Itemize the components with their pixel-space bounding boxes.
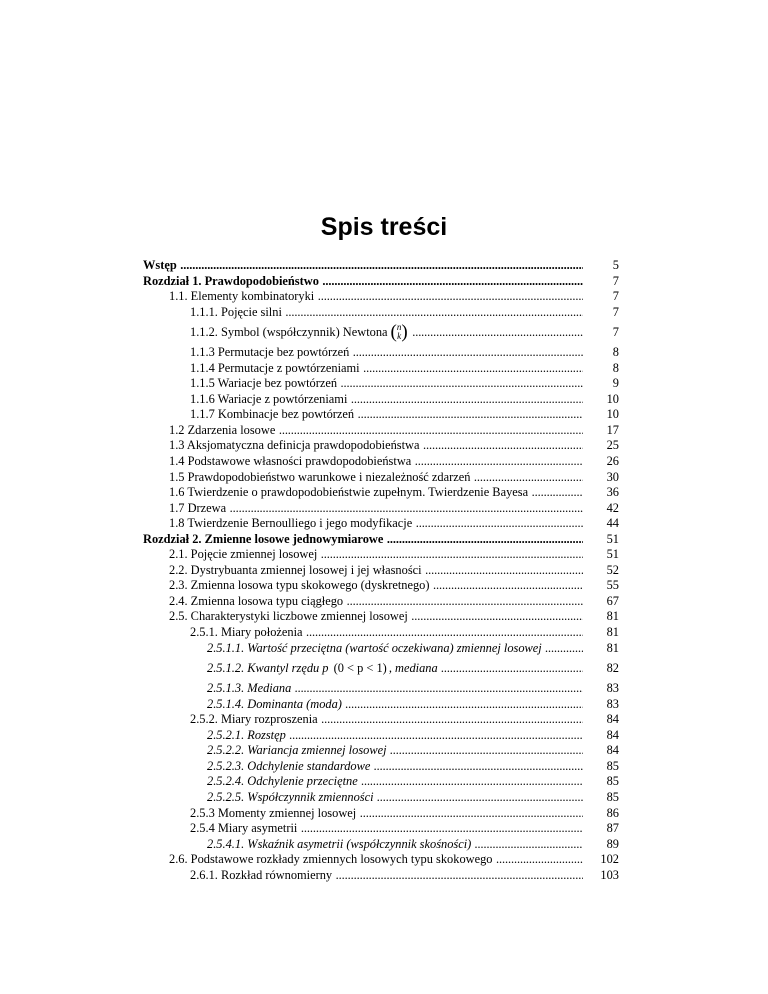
toc-entry[interactable] xyxy=(143,470,619,486)
toc-entry[interactable] xyxy=(143,759,619,775)
toc-entry-title xyxy=(190,712,583,728)
toc-entry-label: 2.1. Pojęcie zmiennej losowej xyxy=(169,547,318,562)
page-number: 86 xyxy=(606,805,619,820)
toc-entry-label: 2.2. Dystrybuanta zmiennej losowej i jej własności xyxy=(169,562,422,577)
toc-entry-label: 2.5.1. Miary położenia xyxy=(190,625,303,640)
toc-entry[interactable] xyxy=(143,376,619,392)
toc-entry-title xyxy=(169,470,583,486)
toc-entry[interactable] xyxy=(143,320,619,345)
toc-entry-label: 2.5.1.4. Dominanta (moda) xyxy=(207,696,342,711)
page-number: 85 xyxy=(606,789,619,804)
toc-entry-title xyxy=(207,681,583,697)
page-number: 42 xyxy=(606,500,619,515)
toc-entry-title xyxy=(169,609,583,625)
toc-entry[interactable] xyxy=(143,728,619,744)
page-number: 7 xyxy=(612,325,619,340)
toc-entry-label: 2.5. Charakterystyki liczbowe zmiennej losowej xyxy=(169,609,408,624)
toc-entry[interactable] xyxy=(143,837,619,853)
toc-entry-title xyxy=(190,821,583,837)
toc-entry-label: 2.5.4.1. Wskaźnik asymetrii (współczynnik skośności) xyxy=(207,836,472,851)
toc-entry-label: 1.6 Twierdzenie o prawdopodobieństwie zupełnym. Twierdzenie Bayesa xyxy=(169,485,529,500)
toc-entry-label: 2.5.2.1. Rozstęp xyxy=(207,727,286,742)
toc-entry-label: 2.4. Zmienna losowa typu ciągłego xyxy=(169,593,344,608)
toc-entry-title xyxy=(207,656,583,681)
page-number: 25 xyxy=(606,438,619,453)
page-number: 7 xyxy=(612,289,619,304)
toc-entry-title xyxy=(169,454,583,470)
toc-entry[interactable] xyxy=(143,821,619,837)
toc-entry-label: 2.5.2.5. Współczynnik zmienności xyxy=(207,789,374,804)
toc-entry-title xyxy=(169,438,583,454)
toc-entry-title xyxy=(143,274,583,290)
toc-entry-title xyxy=(207,774,583,790)
toc-entry[interactable] xyxy=(143,361,619,377)
math-expression: (0 < p < 1) xyxy=(330,661,387,676)
toc-entry-label: 1.1. Elementy kombinatoryki xyxy=(169,289,315,304)
toc-entry[interactable] xyxy=(143,305,619,321)
page-number: 36 xyxy=(606,485,619,500)
toc-entry[interactable] xyxy=(143,609,619,625)
toc-entry-label: 1.8 Twierdzenie Bernoulliego i jego modyfikacje xyxy=(169,516,413,531)
page-title: Spis treści xyxy=(320,213,448,241)
toc-entry[interactable] xyxy=(143,289,619,305)
page-number: 10 xyxy=(606,391,619,406)
page-number: 102 xyxy=(600,852,619,867)
toc-entry-label: 1.1.5 Wariacje bez powtórzeń xyxy=(190,376,338,391)
page-number: 51 xyxy=(606,531,619,546)
page-number: 81 xyxy=(606,640,619,655)
page-number: 44 xyxy=(606,516,619,531)
toc-entry[interactable] xyxy=(143,656,619,681)
page-number: 84 xyxy=(606,712,619,727)
toc-entry[interactable] xyxy=(143,774,619,790)
toc-entry-title xyxy=(169,852,583,868)
toc-entry[interactable] xyxy=(143,806,619,822)
toc-entry-suffix: , mediana xyxy=(388,661,438,676)
toc-entry[interactable] xyxy=(143,712,619,728)
toc-entry-title xyxy=(190,376,583,392)
page-number: 9 xyxy=(612,376,619,391)
toc-entry-label: 2.5.4 Miary asymetrii xyxy=(190,821,298,836)
toc-entry[interactable] xyxy=(143,641,619,657)
toc-entry-label: 1.2 Zdarzenia losowe xyxy=(169,422,276,437)
toc-entry[interactable] xyxy=(143,790,619,806)
toc-entry[interactable] xyxy=(143,578,619,594)
toc-entry-label: 2.5.2.2. Wariancja zmiennej losowej xyxy=(207,743,387,758)
page-number: 83 xyxy=(606,681,619,696)
toc-entry-title xyxy=(169,516,583,532)
toc-entry-label: Rozdział 2. Zmienne losowe jednowymiarowe xyxy=(143,531,384,546)
page-number: 8 xyxy=(612,345,619,360)
toc-entry-label: 2.5.1.3. Mediana xyxy=(207,681,292,696)
page-number: 89 xyxy=(606,836,619,851)
toc-entry-label: 1.1.6 Wariacje z powtórzeniami xyxy=(190,391,348,406)
toc-entry[interactable] xyxy=(143,532,619,548)
toc-entry-label: 1.1.7 Kombinacje bez powtórzeń xyxy=(190,407,355,422)
toc-entry-label: Wstęp xyxy=(143,258,177,272)
toc-entry-label: 1.3 Aksjomatyczna definicja prawdopodobieństwa xyxy=(169,438,420,453)
page-number: 26 xyxy=(606,454,619,469)
toc-entry-label: 1.1.2. Symbol (współczynnik) Newtona xyxy=(190,325,388,340)
page-number: 7 xyxy=(612,273,619,288)
toc-entry[interactable] xyxy=(143,454,619,470)
page-number: 83 xyxy=(606,696,619,711)
page-number: 10 xyxy=(606,407,619,422)
page-number: 67 xyxy=(606,593,619,608)
toc-entry-title xyxy=(190,392,583,408)
toc-entry-title xyxy=(190,305,583,321)
toc-entry-title xyxy=(169,423,583,439)
page-number: 51 xyxy=(606,547,619,562)
page-number: 5 xyxy=(612,258,619,272)
page-number: 82 xyxy=(606,661,619,676)
toc-entry-title xyxy=(169,594,583,610)
toc-entry-title xyxy=(169,485,583,501)
page-number: 84 xyxy=(606,743,619,758)
toc-entry[interactable] xyxy=(143,594,619,610)
page-number: 87 xyxy=(606,821,619,836)
page-number: 85 xyxy=(606,758,619,773)
toc-entry-label: 2.6. Podstawowe rozkłady zmiennych losowych typu skokowego xyxy=(169,852,493,867)
toc-entry-title xyxy=(207,728,583,744)
toc-entry-title xyxy=(169,578,583,594)
toc-entry[interactable] xyxy=(143,485,619,501)
page-number: 55 xyxy=(606,578,619,593)
toc-entry-title xyxy=(207,641,583,657)
page-number: 30 xyxy=(606,469,619,484)
toc-entry-label: 1.4 Podstawowe własności prawdopodobieństwa xyxy=(169,454,412,469)
toc-entry-title xyxy=(207,759,583,775)
toc-entry-title xyxy=(143,532,583,548)
toc-entry-title xyxy=(169,289,583,305)
toc-entry-label: 2.5.3 Momenty zmiennej losowej xyxy=(190,805,357,820)
toc-entry[interactable] xyxy=(143,516,619,532)
table-of-contents xyxy=(143,258,619,883)
toc-entry-title xyxy=(190,320,583,345)
toc-entry-label: 1.1.4 Permutacje z powtórzeniami xyxy=(190,360,360,375)
toc-entry[interactable] xyxy=(143,274,619,290)
toc-entry-title xyxy=(190,345,583,361)
page-number: 85 xyxy=(606,774,619,789)
toc-entry-label: 1.5 Prawdopodobieństwo warunkowe i niezależność zdarzeń xyxy=(169,469,471,484)
toc-entry-title xyxy=(169,563,583,579)
toc-entry[interactable] xyxy=(143,868,619,884)
toc-entry-label: 1.1.3 Permutacje bez powtórzeń xyxy=(190,345,350,360)
toc-entry-title xyxy=(190,806,583,822)
toc-entry[interactable] xyxy=(143,407,619,423)
toc-entry[interactable] xyxy=(143,258,619,274)
toc-entry[interactable] xyxy=(143,438,619,454)
toc-entry-label: Rozdział 1. Prawdopodobieństwo xyxy=(143,273,319,288)
toc-entry-label: 2.5.2.4. Odchylenie przeciętne xyxy=(207,774,358,789)
toc-entry[interactable] xyxy=(143,392,619,408)
page-number: 7 xyxy=(612,304,619,319)
toc-entry-title xyxy=(207,837,583,853)
toc-entry[interactable] xyxy=(143,547,619,563)
toc-entry-label: 2.5.2. Miary rozproszenia xyxy=(190,712,318,727)
toc-entry-label: 2.5.1.2. Kwantyl rzędu p xyxy=(207,661,329,676)
toc-entry-title xyxy=(190,868,583,884)
toc-entry-title xyxy=(190,361,583,377)
toc-entry-title xyxy=(190,625,583,641)
toc-entry-title xyxy=(143,258,583,274)
toc-entry[interactable] xyxy=(143,345,619,361)
toc-entry-label: 2.6.1. Rozkład równomierny xyxy=(190,867,333,882)
page-number: 103 xyxy=(600,867,619,882)
toc-entry-title xyxy=(190,407,583,423)
toc-entry-title xyxy=(169,501,583,517)
toc-entry-title xyxy=(207,790,583,806)
page-number: 8 xyxy=(612,360,619,375)
page-number: 84 xyxy=(606,727,619,742)
toc-entry[interactable] xyxy=(143,743,619,759)
toc-entry-title xyxy=(207,743,583,759)
toc-entry-label: 2.5.2.3. Odchylenie standardowe xyxy=(207,758,371,773)
toc-entry[interactable] xyxy=(143,697,619,713)
toc-entry-label: 1.1.1. Pojęcie silni xyxy=(190,304,282,319)
binomial-symbol: (n k) xyxy=(390,321,408,343)
page-number: 81 xyxy=(606,609,619,624)
toc-entry[interactable] xyxy=(143,681,619,697)
toc-entry-label: 1.7 Drzewa xyxy=(169,500,227,515)
toc-entry-label: 2.5.1.1. Wartość przeciętna (wartość oczekiwana) zmiennej losowej xyxy=(207,640,542,655)
toc-entry-title xyxy=(169,547,583,563)
toc-entry[interactable] xyxy=(143,563,619,579)
toc-entry-title xyxy=(207,697,583,713)
toc-entry[interactable] xyxy=(143,625,619,641)
page-number: 81 xyxy=(606,625,619,640)
toc-entry[interactable] xyxy=(143,423,619,439)
toc-entry-label: 2.3. Zmienna losowa typu skokowego (dyskretnego) xyxy=(169,578,430,593)
toc-entry[interactable] xyxy=(143,852,619,868)
page-number: 17 xyxy=(606,422,619,437)
toc-entry[interactable] xyxy=(143,501,619,517)
page-number: 52 xyxy=(606,562,619,577)
